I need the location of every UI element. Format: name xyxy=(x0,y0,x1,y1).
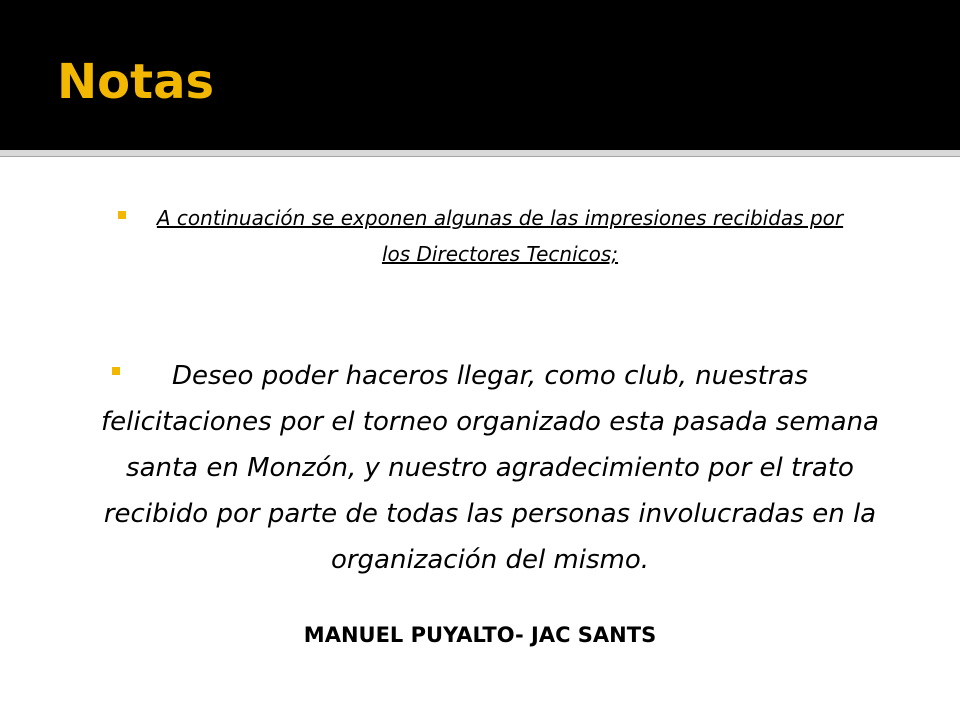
intro-text: A continuación se exponen algunas de las impresiones recibidas por los Directores Tecnicos; xyxy=(156,206,844,266)
slide-title: Notas xyxy=(57,54,215,110)
signature: MANUEL PUYALTO- JAC SANTS xyxy=(303,623,657,647)
title-divider xyxy=(0,150,960,157)
quote-text: Deseo poder haceros llegar, como club, nuestras felicitaciones por el torneo organizado esta pasada semana santa en Monzón, y nuestro agradecimiento por el trato recibido por parte de todas las personas involucradas en la organización del mismo. xyxy=(101,361,879,575)
intro-bullet-icon xyxy=(118,211,126,219)
